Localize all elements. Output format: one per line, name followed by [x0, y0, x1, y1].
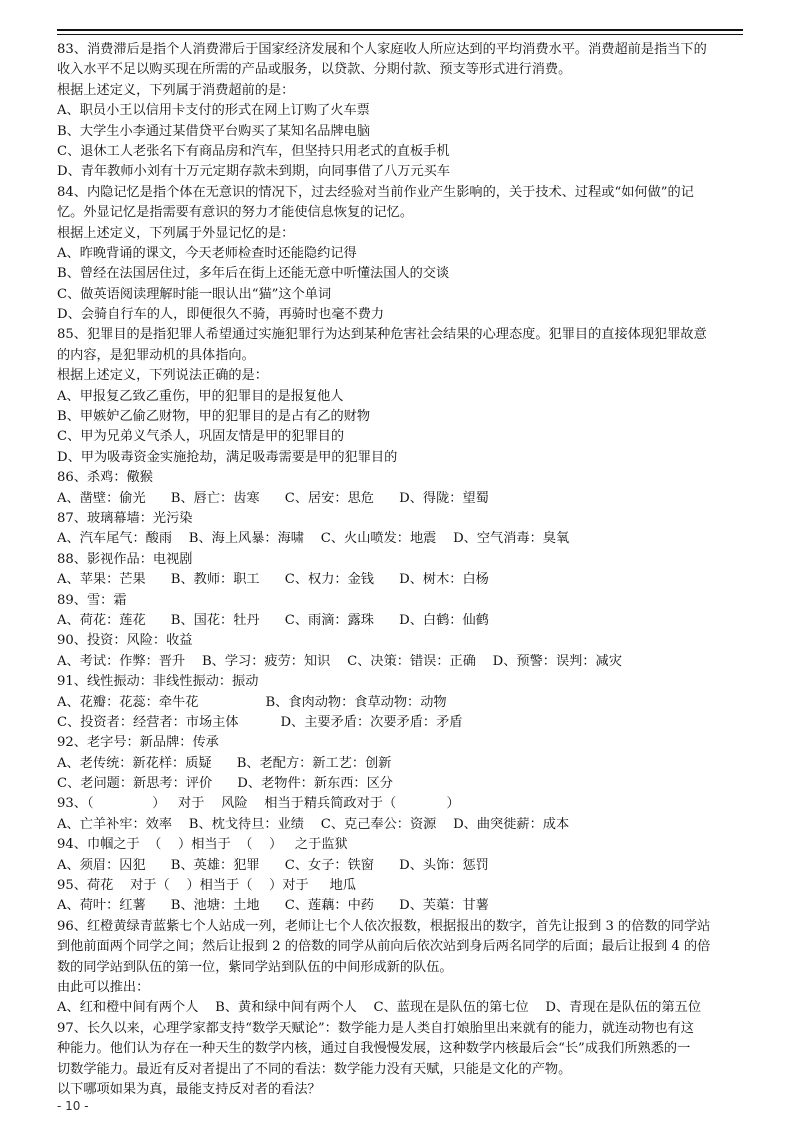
page-number: - 10 - [57, 1099, 89, 1113]
text-line: A、苹果：芒果 B、教师：职工 C、权力：金钱 D、树木：白杨 [57, 572, 489, 588]
text-line: D、会骑自行车的人，即便很久不骑，再骑时也毫不费力 [57, 307, 385, 323]
text-line: 85、犯罪目的是指犯罪人希望通过实施犯罪行为达到某种危害社会结果的心理态度。犯罪目的直接体现犯罪故意 [57, 327, 707, 343]
text-line: 数的同学站到队伍的第一位，紫同学站到队伍的中间形成新的队伍。 [57, 959, 453, 975]
text-line: 根据上述定义，下列属于消费超前的是： [57, 82, 295, 98]
text-line: 86、杀鸡：儆猴 [57, 470, 153, 486]
text-line: 83、消费滞后是指个人消费滞后于国家经济发展和个人家庭收人所应达到的平均消费水平。消费超前是指当下的 [57, 42, 707, 57]
header-rule-thin [57, 34, 743, 35]
text-line: 忆。外显记忆是指需要有意识的努力才能使信息恢复的记忆。 [57, 205, 414, 221]
text-line: 92、老字号：新品牌：传承 [57, 735, 219, 751]
text-line: 根据上述定义，下列属于外显记忆的是： [57, 225, 295, 241]
text-line: A、红和橙中间有两个人 B、黄和绿中间有两个人 C、蓝现在是队伍的第七位 D、青现在是队伍的第五位 [57, 1000, 702, 1016]
text-line: 91、线性振动：非线性振动：振动 [57, 674, 259, 690]
text-line: 94、巾帼之于 （ ）相当于 （ ） 之于监狱 [57, 837, 348, 853]
text-line: A、老传统：新花样：质疑 B、老配方：新工艺：创新 [57, 755, 392, 771]
text-line: A、甲报复乙致乙重伤，甲的犯罪目的是报复他人 [57, 388, 344, 404]
text-line: 收入水平不足以购买现在所需的产品或服务，以贷款、分期付款、预支等形式进行消费。 [57, 62, 572, 78]
header-rule-thick [57, 29, 743, 31]
text-line: 切数学能力。最近有反对者提出了不同的看法：数学能力没有天赋，只能是文化的产物。 [57, 1061, 572, 1077]
text-line: A、亡羊补牢：效率 B、枕戈待旦：业绩 C、克己奉公：资源 D、曲突徙薪：成本 [57, 816, 570, 832]
text-line: 89、雪：霜 [57, 592, 127, 608]
text-line: C、退休工人老张名下有商品房和汽车，但坚持只用老式的直板手机 [57, 143, 450, 159]
text-line: 88、影视作品：电视剧 [57, 551, 193, 567]
text-line: A、荷叶：红薯 B、池塘：土地 C、莲藕：中药 D、芙蕖：甘薯 [57, 898, 489, 914]
text-line: 96、红橙黄绿青蓝紫七个人站成一列，老师让七个人依次报数，根据报出的数字，首先让报到 3 的倍数的同学站 [57, 918, 711, 934]
text-line: B、甲嫉妒乙偷乙财物，甲的犯罪目的是占有乙的财物 [57, 409, 371, 425]
text-line: 根据上述定义，下列说法正确的是： [57, 368, 268, 384]
text-line: D、甲为吸毒资金实施抢劫，满足吸毒需要是甲的犯罪目的 [57, 449, 398, 465]
text-line: 93、（ ） 对于 风险 相当于精兵简政对于（ ） [57, 796, 460, 812]
text-line: C、投资者：经营者：市场主体 D、主要矛盾：次要矛盾：矛盾 [57, 714, 463, 730]
text-line: 95、荷花 对于（ ）相当于（ ）对于 地瓜 [57, 878, 357, 894]
text-line: A、须眉：囚犯 B、英雄：犯罪 C、女子：铁窗 D、头饰：惩罚 [57, 857, 489, 873]
text-line: A、昨晚背诵的课文，今天老师检查时还能隐约记得 [57, 245, 357, 261]
text-line: 97、长久以来，心理学家都支持“数学天赋论”：数学能力是人类自打娘胎里出来就有的能力，就连动物也有这 [57, 1020, 694, 1036]
text-line: 84、内隐记忆是指个体在无意识的情况下，过去经验对当前作业产生影响的，关于技术、过程或“如何做”的记 [57, 184, 694, 200]
text-line: B、曾经在法国居住过，多年后在街上还能无意中听懂法国人的交谈 [57, 266, 450, 282]
text-line: B、大学生小李通过某借贷平台购买了某知名品牌电脑 [57, 123, 371, 139]
text-line: D、青年教师小刘有十万元定期存款未到期，向同事借了八万元买车 [57, 164, 451, 180]
document-body [57, 40, 747, 1100]
text-line: C、甲为兄弟义气杀人，巩固友情是甲的犯罪目的 [57, 429, 345, 445]
text-line: 90、投资：风险：收益 [57, 633, 193, 649]
text-line: A、凿壁：偷光 B、唇亡：齿寒 C、居安：思危 D、得陇：望蜀 [57, 490, 489, 506]
text-line: A、职员小王以信用卡支付的形式在网上订购了火车票 [57, 103, 370, 119]
text-line: 以下哪项如果为真，最能支持反对者的看法？ [57, 1081, 321, 1097]
text-line: 到他前面两个同学之间；然后让报到 2 的倍数的同学从前向后依次站到身后两名同学的后面；最后让报到 4 的倍 [57, 939, 711, 955]
text-line: A、花瓣：花蕊：牵牛花 B、食肉动物：食草动物：动物 [57, 694, 447, 710]
text-line: 87、玻璃幕墙：光污染 [57, 510, 193, 526]
text-line: 种能力。他们认为存在一种天生的数学内核，通过自我慢慢发展，这种数学内核最后会“长”成我们所熟悉的一 [57, 1041, 691, 1057]
text-line: C、做英语阅读理解时能一眼认出“猫”这个单词 [57, 286, 332, 302]
text-line: A、荷花：莲花 B、国花：牡丹 C、雨滴：露珠 D、白鹤：仙鹤 [57, 612, 489, 628]
text-line: 由此可以推出： [57, 979, 150, 995]
text-line: A、汽车尾气：酸雨 B、海上风暴：海啸 C、火山喷发：地震 D、空气消毒：臭氧 [57, 531, 570, 547]
text-line: A、考试：作弊：晋升 B、学习：疲劳：知识 C、决策：错误：正确 D、预警：误判：减灾 [57, 653, 622, 669]
text-line: 的内容，是犯罪动机的具体指向。 [57, 347, 255, 363]
text-line: C、老问题：新思考：评价 D、老物件：新东西：区分 [57, 776, 393, 792]
